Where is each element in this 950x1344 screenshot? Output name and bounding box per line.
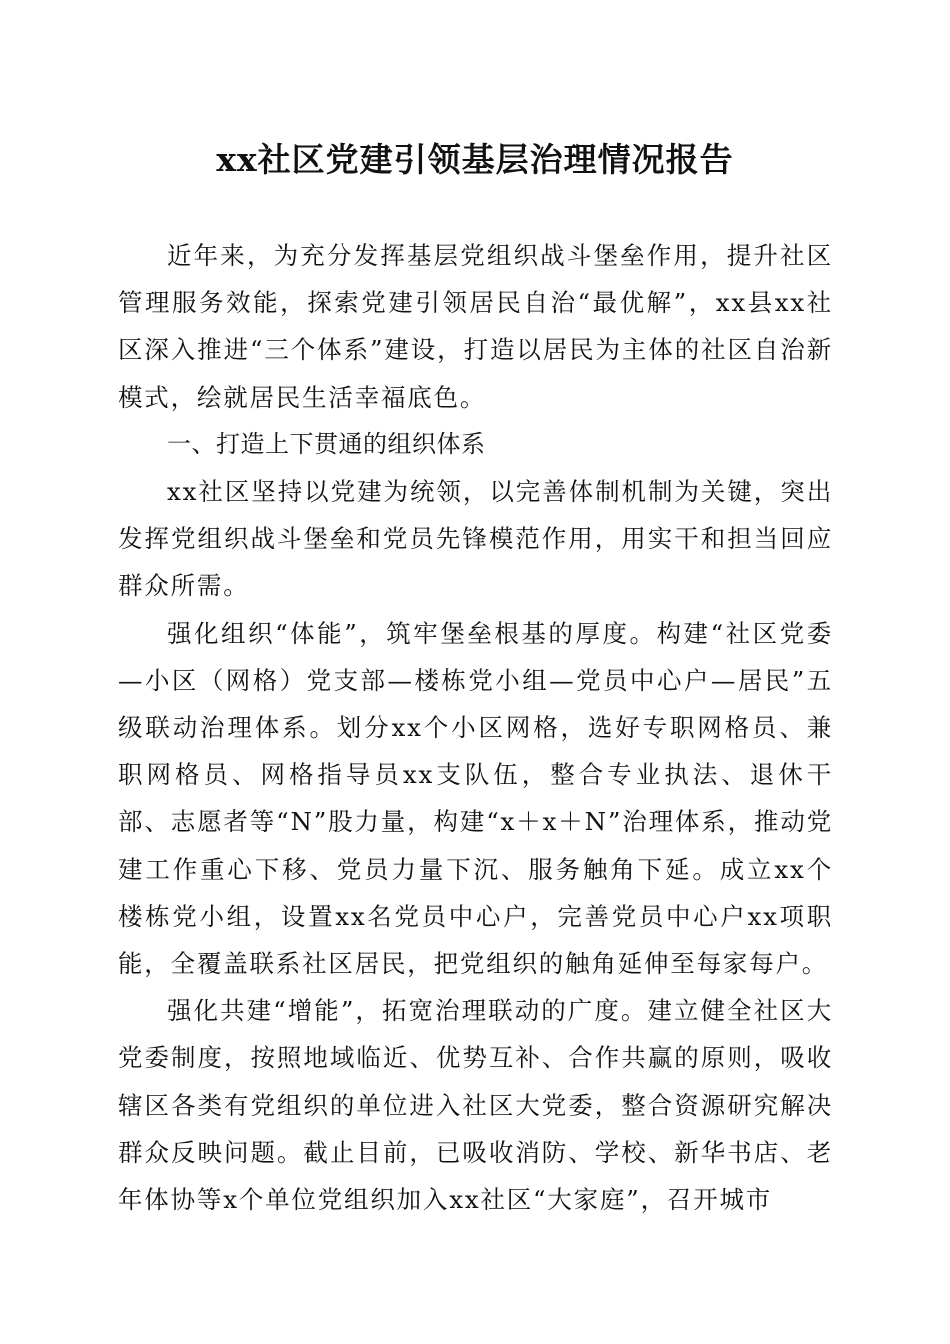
document-body	[118, 232, 833, 1223]
body-paragraph: xx社区坚持以党建为统领，以完善体制机制为关键，突出发挥党组织战斗堡垒和党员先锋模范作用，用实干和担当回应群众所需。	[118, 477, 833, 601]
document-title: xx社区党建引领基层治理情况报告	[216, 140, 734, 179]
intro-paragraph: 近年来，为充分发挥基层党组织战斗堡垒作用，提升社区管理服务效能，探索党建引领居民自治“最优解”，xx县xx社区深入推进“三个体系”建设，打造以居民为主体的社区自治新模式，绘就居民生活幸福底色。	[118, 241, 833, 412]
body-paragraph: 强化组织“体能”，筑牢堡垒根基的厚度。构建“社区党委—小区（网格）党支部—楼栋党小组—党员中心户—居民”五级联动治理体系。划分xx个小区网格，选好专职网格员、兼职网格员、网格指导员xx支队伍，整合专业执法、退休干部、志愿者等“N”股力量，构建“x＋x＋N”治理体系，推动党建工作重心下移、党员力量下沉、服务触角下延。成立xx个楼栋党小组，设置xx名党员中心户，完善党员中心户xx项职能，全覆盖联系社区居民，把党组织的触角延伸至每家每户。	[118, 618, 833, 979]
section-heading: 一、打造上下贯通的组织体系	[167, 429, 486, 458]
body-paragraph: 强化共建“增能”，拓宽治理联动的广度。建立健全社区大党委制度，按照地域临近、优势互补、合作共赢的原则，吸收辖区各类有党组织的单位进入社区大党委，整合资源研究解决群众反映问题。截止目前，已吸收消防、学校、新华书店、老年体协等x个单位党组织加入xx社区“大家庭”，召开城市	[118, 996, 833, 1215]
